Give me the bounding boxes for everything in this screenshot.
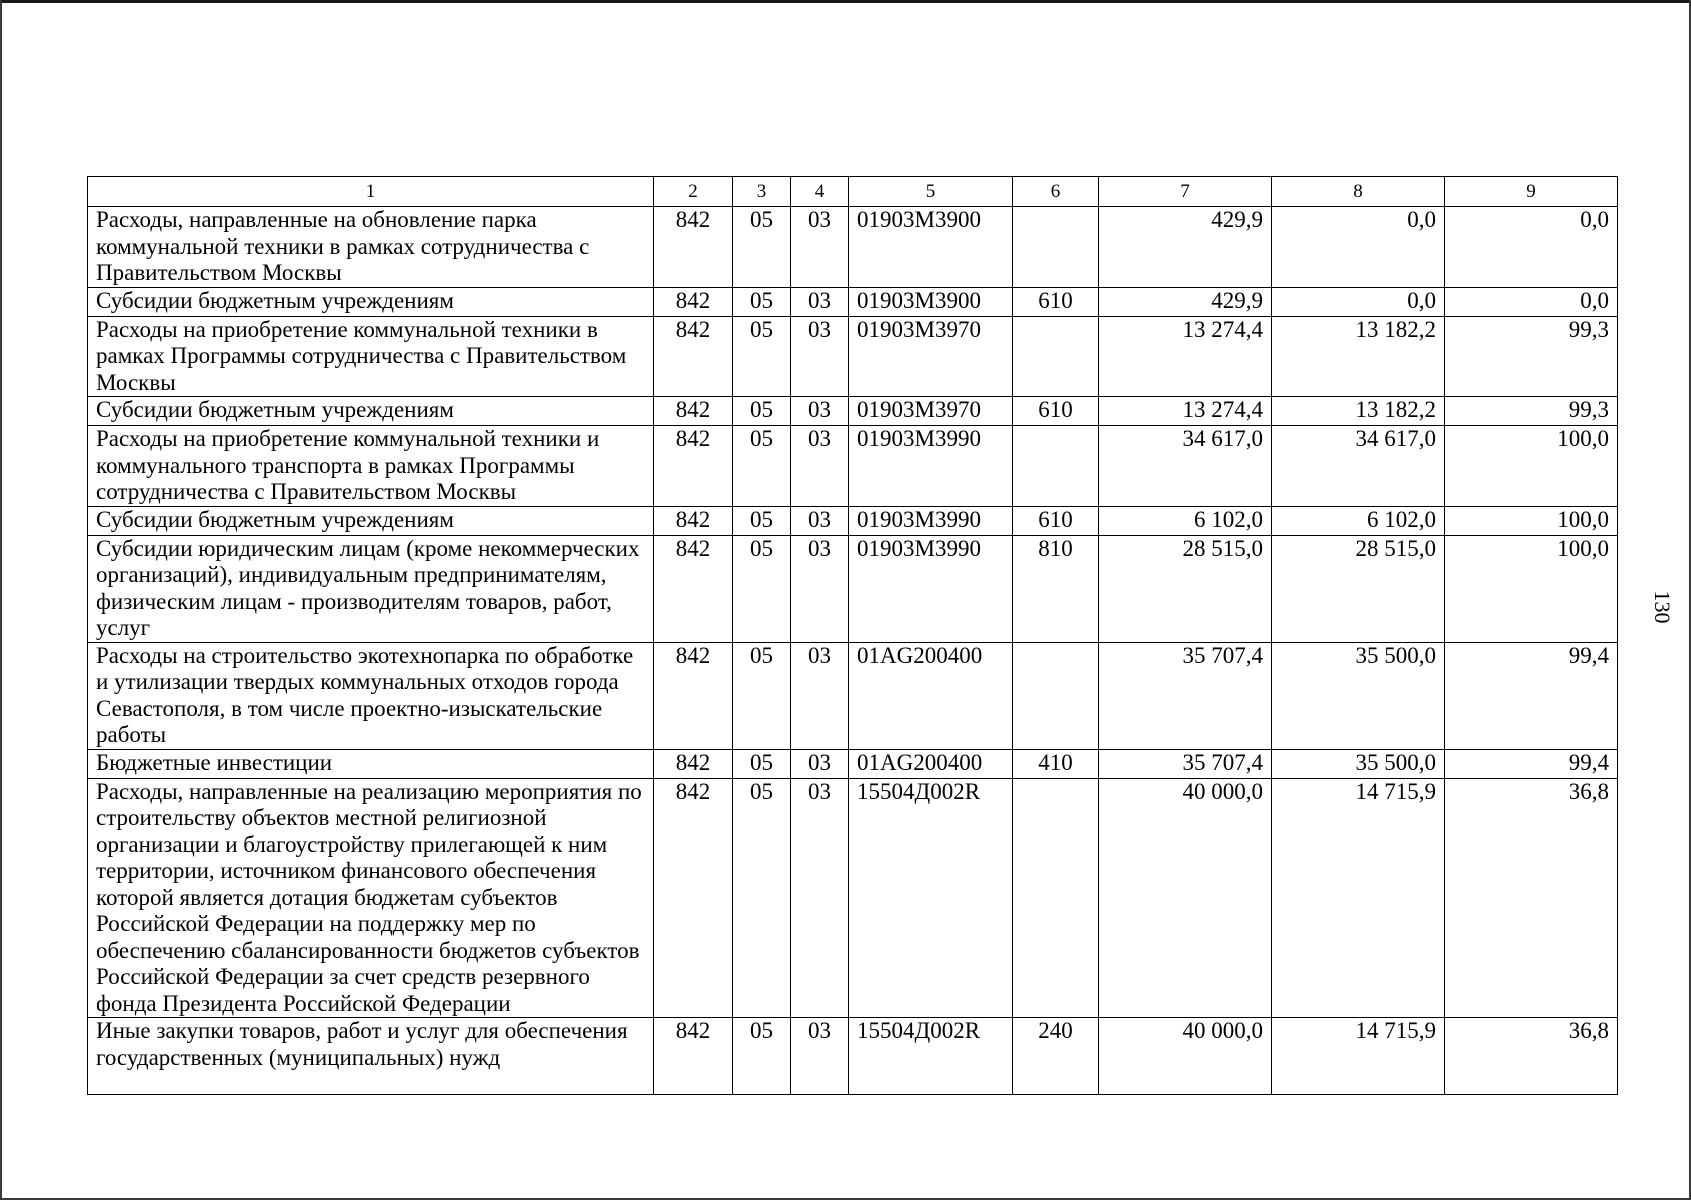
section-code: 05 [733, 1018, 791, 1095]
approved-amount: 429,9 [1099, 287, 1272, 316]
department-code: 842 [654, 749, 733, 778]
section-code: 05 [733, 778, 791, 1018]
subsection-code: 03 [791, 778, 849, 1018]
execution-percent: 0,0 [1445, 207, 1618, 288]
subsection-code: 03 [791, 1018, 849, 1095]
department-code: 842 [654, 287, 733, 316]
page-number: 130 [1650, 590, 1675, 624]
expense-type-code: 610 [1013, 506, 1099, 535]
execution-percent: 99,3 [1445, 397, 1618, 426]
table-row [88, 287, 1618, 316]
department-code: 842 [654, 207, 733, 288]
subsection-code: 03 [791, 749, 849, 778]
table-row [88, 426, 1618, 507]
approved-amount: 13 274,4 [1099, 397, 1272, 426]
target-article-code: 01903М3900 [849, 207, 1013, 288]
approved-amount: 6 102,0 [1099, 506, 1272, 535]
approved-amount: 35 707,4 [1099, 642, 1272, 749]
department-code: 842 [654, 778, 733, 1018]
column-header: 2 [654, 177, 733, 207]
table-row [88, 642, 1618, 749]
section-code: 05 [733, 506, 791, 535]
table-body [88, 207, 1618, 1095]
subsection-code: 03 [791, 535, 849, 642]
column-header: 4 [791, 177, 849, 207]
expense-type-code [1013, 426, 1099, 507]
executed-amount: 35 500,0 [1272, 749, 1445, 778]
section-code: 05 [733, 749, 791, 778]
column-header: 6 [1013, 177, 1099, 207]
subsection-code: 03 [791, 426, 849, 507]
approved-amount: 34 617,0 [1099, 426, 1272, 507]
scan-edge-left [0, 0, 2, 1200]
section-code: 05 [733, 207, 791, 288]
executed-amount: 13 182,2 [1272, 316, 1445, 397]
execution-percent: 99,4 [1445, 749, 1618, 778]
section-code: 05 [733, 642, 791, 749]
target-article-code: 01903М3990 [849, 535, 1013, 642]
row-description: Субсидии бюджетным учреждениям [88, 287, 654, 316]
executed-amount: 28 515,0 [1272, 535, 1445, 642]
target-article-code: 15504Д002R [849, 778, 1013, 1018]
row-description: Расходы, направленные на реализацию мероприятия по строительству объектов местной религиозной организации и благоустройству прилегающей к ним территории, источником финансового обеспечения которой является дотация бюджетам субъектов Российской Федерации на поддержку мер по обеспечению сбалансированности бюджетов субъектов Российской Федерации за счет средств резервного фонда Президента Российской Федерации [88, 778, 654, 1018]
column-header: 5 [849, 177, 1013, 207]
section-code: 05 [733, 397, 791, 426]
expense-type-code [1013, 207, 1099, 288]
executed-amount: 14 715,9 [1272, 1018, 1445, 1095]
subsection-code: 03 [791, 207, 849, 288]
row-description: Субсидии юридическим лицам (кроме некоммерческих организаций), индивидуальным предпринимателям, физическим лицам - производителям товаров, работ, услуг [88, 535, 654, 642]
approved-amount: 28 515,0 [1099, 535, 1272, 642]
column-header: 3 [733, 177, 791, 207]
target-article-code: 01AG200400 [849, 642, 1013, 749]
column-header: 7 [1099, 177, 1272, 207]
approved-amount: 13 274,4 [1099, 316, 1272, 397]
executed-amount: 35 500,0 [1272, 642, 1445, 749]
execution-percent: 0,0 [1445, 287, 1618, 316]
row-description: Расходы на строительство экотехнопарка по обработке и утилизации твердых коммунальных отходов города Севастополя, в том числе проектно-изыскательские работы [88, 642, 654, 749]
subsection-code: 03 [791, 287, 849, 316]
execution-percent: 99,4 [1445, 642, 1618, 749]
table-row [88, 1018, 1618, 1095]
column-header: 9 [1445, 177, 1618, 207]
department-code: 842 [654, 535, 733, 642]
department-code: 842 [654, 642, 733, 749]
row-description: Субсидии бюджетным учреждениям [88, 506, 654, 535]
execution-percent: 100,0 [1445, 506, 1618, 535]
executed-amount: 14 715,9 [1272, 778, 1445, 1018]
table-row [88, 397, 1618, 426]
table-row [88, 749, 1618, 778]
row-description: Бюджетные инвестиции [88, 749, 654, 778]
executed-amount: 0,0 [1272, 207, 1445, 288]
department-code: 842 [654, 506, 733, 535]
expense-type-code: 810 [1013, 535, 1099, 642]
approved-amount: 40 000,0 [1099, 778, 1272, 1018]
section-code: 05 [733, 287, 791, 316]
scan-edge-top [0, 0, 1691, 3]
table-row [88, 535, 1618, 642]
table-row [88, 316, 1618, 397]
section-code: 05 [733, 316, 791, 397]
approved-amount: 429,9 [1099, 207, 1272, 288]
executed-amount: 34 617,0 [1272, 426, 1445, 507]
execution-percent: 100,0 [1445, 535, 1618, 642]
executed-amount: 13 182,2 [1272, 397, 1445, 426]
department-code: 842 [654, 316, 733, 397]
target-article-code: 01903М3990 [849, 506, 1013, 535]
subsection-code: 03 [791, 642, 849, 749]
table-row [88, 778, 1618, 1018]
expense-type-code: 610 [1013, 287, 1099, 316]
row-description: Субсидии бюджетным учреждениям [88, 397, 654, 426]
subsection-code: 03 [791, 506, 849, 535]
subsection-code: 03 [791, 316, 849, 397]
approved-amount: 40 000,0 [1099, 1018, 1272, 1095]
execution-percent: 99,3 [1445, 316, 1618, 397]
expense-type-code [1013, 778, 1099, 1018]
row-description: Иные закупки товаров, работ и услуг для обеспечения государственных (муниципальных) нужд [88, 1018, 654, 1095]
execution-percent: 36,8 [1445, 1018, 1618, 1095]
column-header: 1 [88, 177, 654, 207]
section-code: 05 [733, 426, 791, 507]
target-article-code: 01903М3900 [849, 287, 1013, 316]
approved-amount: 35 707,4 [1099, 749, 1272, 778]
row-description: Расходы на приобретение коммунальной техники в рамках Программы сотрудничества с Правительством Москвы [88, 316, 654, 397]
execution-percent: 100,0 [1445, 426, 1618, 507]
section-code: 05 [733, 535, 791, 642]
budget-table [87, 176, 1618, 1095]
target-article-code: 01903М3970 [849, 397, 1013, 426]
executed-amount: 6 102,0 [1272, 506, 1445, 535]
expense-type-code: 610 [1013, 397, 1099, 426]
table-row [88, 506, 1618, 535]
column-header: 8 [1272, 177, 1445, 207]
target-article-code: 01903М3970 [849, 316, 1013, 397]
target-article-code: 01AG200400 [849, 749, 1013, 778]
table-row [88, 207, 1618, 288]
subsection-code: 03 [791, 397, 849, 426]
execution-percent: 36,8 [1445, 778, 1618, 1018]
expense-type-code: 410 [1013, 749, 1099, 778]
row-description: Расходы, направленные на обновление парка коммунальной техники в рамках сотрудничества с Правительством Москвы [88, 207, 654, 288]
executed-amount: 0,0 [1272, 287, 1445, 316]
target-article-code: 01903М3990 [849, 426, 1013, 507]
target-article-code: 15504Д002R [849, 1018, 1013, 1095]
column-number-row [88, 177, 1618, 207]
department-code: 842 [654, 426, 733, 507]
row-description: Расходы на приобретение коммунальной техники и коммунального транспорта в рамках Программы сотрудничества с Правительством Москвы [88, 426, 654, 507]
department-code: 842 [654, 1018, 733, 1095]
expense-type-code [1013, 642, 1099, 749]
department-code: 842 [654, 397, 733, 426]
expense-type-code [1013, 316, 1099, 397]
expense-type-code: 240 [1013, 1018, 1099, 1095]
